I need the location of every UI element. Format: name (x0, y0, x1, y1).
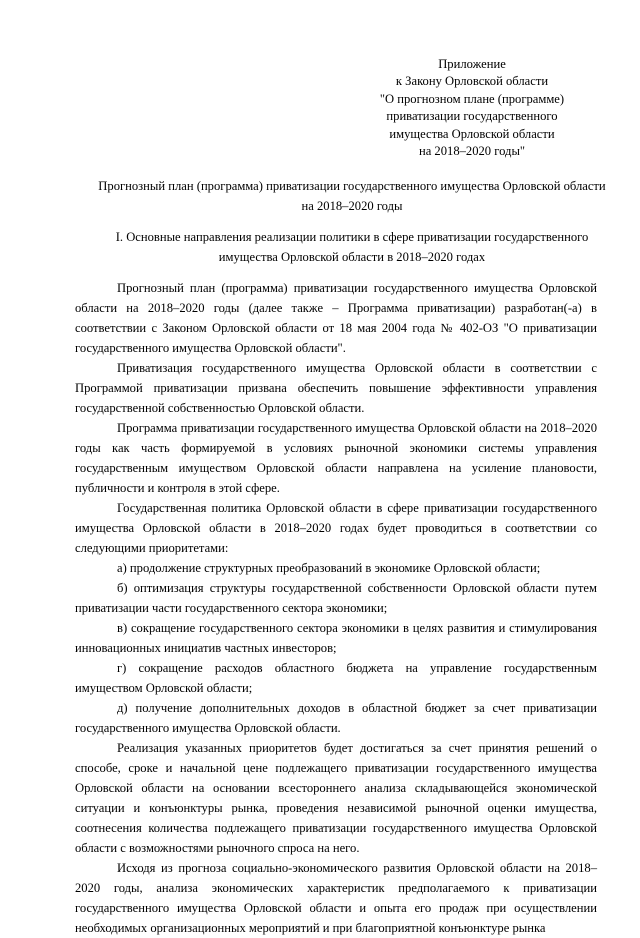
document-body (75, 278, 597, 938)
appendix-note (352, 56, 592, 160)
paragraph: Приватизация государственного имущества Орловской области в соответствии с Программой приватизации призвана обеспечить повышение эффективности управления государственной собственностью Орловской области. (75, 361, 597, 415)
paragraph-list-item: д) получение дополнительных доходов в областной бюджет за счет приватизации государственного имущества Орловской области. (75, 701, 597, 735)
appendix-line: "О прогнозном плане (программе) (379, 91, 565, 106)
appendix-line: на 2018–2020 годы" (418, 144, 526, 159)
paragraph-list-item: г) сокращение расходов областного бюджета на управление государственным имуществом Орловской области; (75, 661, 597, 695)
section-heading: I. Основные направления реализации политики в сфере приватизации государственного имущества Орловской области в 2018–2020 годах (115, 230, 589, 264)
paragraph: Реализация указанных приоритетов будет достигаться за счет принятия решений о способе, сроке и начальной цене подлежащего приватизации государственного имущества Орловской области на основании всестороннего анализа складывающейся экономической ситуации и конъюнктуры рынка, проведения независимой рыночной оценки имущества, соотнесения количества подлежащего приватизации государственного имущества Орловской области с возможностями рыночного спроса на него. (75, 741, 597, 855)
appendix-line: к Закону Орловской области (395, 74, 549, 89)
paragraph: Исходя из прогноза социально-экономического развития Орловской области на 2018–2020 годы, анализа экономических характеристик предполагаемого к приватизации государственного имущества Орловской области и опыта его продаж при осуществлении необходимых организационных мероприятий и при благоприятной конъюнктуре рынка (75, 861, 597, 935)
paragraph: Государственная политика Орловской области в сфере приватизации государственного имущества Орловской области в 2018–2020 годах будет проводиться в соответствии со следующими приоритетами: (75, 501, 597, 555)
appendix-line: приватизации государственного (386, 109, 558, 124)
document-title: Прогнозный план (программа) приватизации государственного имущества Орловской области на 2018–2020 годы (98, 179, 606, 213)
paragraph: Прогнозный план (программа) приватизации государственного имущества Орловской области на 2018–2020 годы (далее также – Программа приватизации) разработан(-а) в соответствии с Законом Орловской области от 18 мая 2004 года № 402-ОЗ "О приватизации государственного имущества Орловской области". (75, 281, 597, 355)
paragraph: Программа приватизации государственного имущества Орловской области на 2018–2020 годы как часть формируемой в условиях рыночной экономики системы управления государственным имуществом Орловской области направлена на усиление плановости, публичности и контроля в этой сфере. (75, 421, 597, 495)
appendix-line: Приложение (438, 57, 506, 71)
paragraph-list-item: а) продолжение структурных преобразований в экономике Орловской области; (117, 561, 541, 575)
paragraph-list-item: б) оптимизация структуры государственной собственности Орловской области путем приватизации части государственного сектора экономики; (75, 581, 597, 615)
appendix-line: имущества Орловской области (389, 126, 555, 141)
paragraph-list-item: в) сокращение государственного сектора экономики в целях развития и стимулирования инновационных инициатив частных инвесторов; (75, 621, 597, 655)
